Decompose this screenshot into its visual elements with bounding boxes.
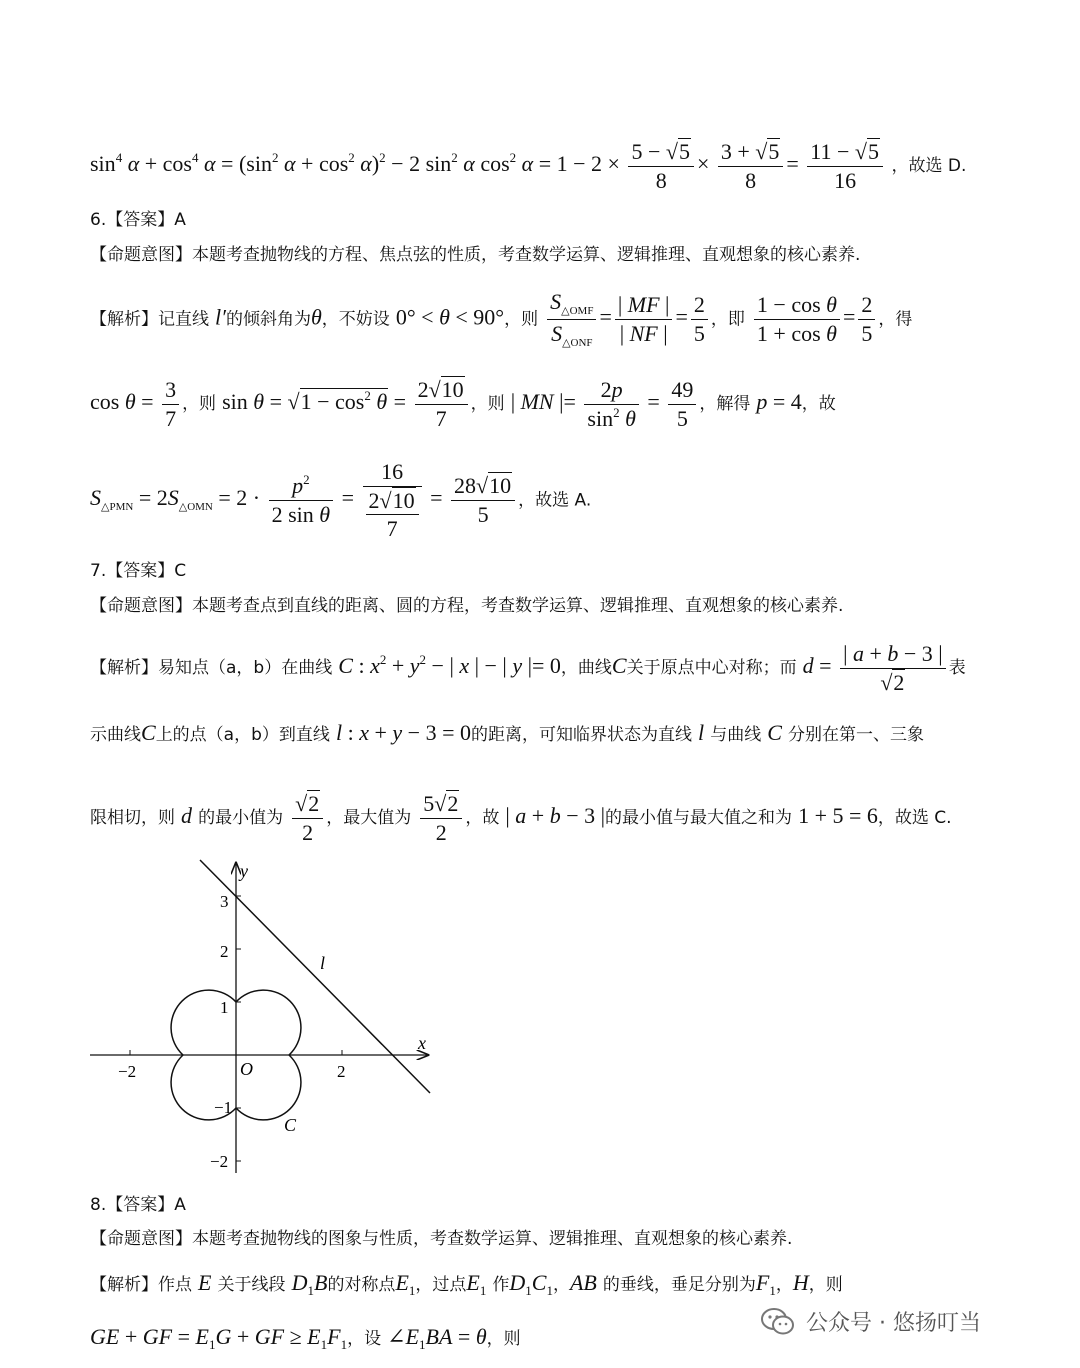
- q6-text: 记直线: [158, 309, 209, 330]
- q8-text: ，则: [808, 1275, 843, 1295]
- q8-header: 8.【答案】A: [90, 1195, 186, 1215]
- tick-label: −2: [210, 1152, 229, 1171]
- q8-text: ，: [552, 1275, 570, 1295]
- line-l-label: l: [320, 953, 326, 973]
- tick-label: 1: [220, 998, 229, 1017]
- q5-conclusion: ，故选 D.: [891, 156, 967, 177]
- q8-text: 的对称点: [327, 1275, 396, 1295]
- q6-analysis-line1: 【解析】记直线 l′的倾斜角为θ，不妨设 0° < θ < 90°，则 $\frac{S_{\triangle OMF}}{S_{\triangle ONF}}$ = $\frac{| MF |}{| NF |}$ = $\frac{2}{5}$ ，即 $\frac{\text{1 − cos θ}}{\text{1 + cos θ}}$ = $\frac{2}{5}$ ，得: [90, 289, 913, 349]
- q7-analysis-line3: 限相切，则 d 的最小值为 $\frac{√2}{2}$ ，最大值为 $\frac{5√2}{2}$ ，故 | a + b − 3 |的最小值与最大值之和为 1 + 5 = 6，故选 C.: [90, 791, 952, 845]
- q6-text: ，解得: [699, 394, 751, 415]
- tick-label: 2: [220, 942, 229, 961]
- q7-text: 关于原点中心对称；而: [626, 658, 797, 679]
- q7-text: 的最小值与最大值之和为: [605, 808, 793, 829]
- q7-analysis-line1: 【解析】易知点（a，b）在曲线 C : $x^2 + y^2$ − | x | − | y |= 0，曲线C关于原点中心对称；而 d = $\frac{| a + b - 3 |}{√2}$ 表: [90, 641, 966, 695]
- watermark: [760, 1306, 981, 1337]
- q6-analysis-line3: $S_{\triangle PMN} = 2S_{\triangle OMN} = 2$ · $\frac{p^2}{\text{2 sin θ}}$ = $\frac{16}{\frac{2√10}{7}}$ = $\frac{28√10}{5}$ ，故选 A.: [90, 459, 592, 541]
- q8-text: ，设: [347, 1329, 382, 1349]
- q7-text: ，最大值为: [326, 808, 412, 829]
- q6-text: ，则: [504, 309, 539, 330]
- q7-text: 与曲线: [710, 725, 762, 745]
- q7-text: ，故: [465, 808, 500, 829]
- q6-text: ，故: [801, 394, 836, 415]
- q7-text: 的最小值为: [198, 808, 284, 829]
- y-axis-label: y: [240, 861, 248, 881]
- q8-text: 作: [492, 1275, 510, 1295]
- wechat-icon: [760, 1307, 796, 1337]
- q7-text: 的距离，可知临界状态为直线: [470, 725, 692, 745]
- x-axis-label: x: [418, 1033, 426, 1053]
- q6-text: ，故选 A.: [518, 490, 592, 511]
- curve-c-label: C: [284, 1115, 297, 1135]
- q8-text: ，则: [486, 1329, 521, 1349]
- q6-text: 的倾斜角为: [225, 309, 311, 330]
- q6-text: ，则: [470, 394, 505, 415]
- q6-header: 6.【答案】A: [90, 210, 186, 230]
- q7-text: 上的点（a，b）到直线: [155, 725, 330, 745]
- q6-text: ，得: [878, 309, 913, 330]
- q6-intent: 【命题意图】本题考查抛物线的方程、焦点弦的性质，考查数学运算、逻辑推理、直观想象的核心素养.: [90, 245, 861, 265]
- curve-figure: [88, 855, 448, 1185]
- tick-label: −2: [118, 1062, 137, 1081]
- q7-text: 易知点（a，b）在曲线: [158, 658, 333, 679]
- analysis-label: 【解析】: [90, 309, 158, 330]
- q6-text: ，即: [710, 309, 745, 330]
- q7-text: 限相切，则: [90, 808, 175, 829]
- q6-analysis-line2: cos θ = $\frac{3}{7}$ ，则 $\sin \theta = √1 - \cos^2 \theta$ = $\frac{2√10}{7}$ ，则 | MN |= $\frac{2p}{\sin^2 \theta}$ = $\frac{49}{5}$ ，解得 p = 4，故: [90, 377, 836, 431]
- q7-intent: 【命题意图】本题考查点到直线的距离、圆的方程，考查数学运算、逻辑推理、直观想象的核心素养.: [90, 596, 844, 616]
- analysis-label: 【解析】: [90, 1275, 158, 1295]
- q8-analysis-line1: 【解析】作点 E 关于线段 $D_1B$的对称点$E_1$，过点$E_1$ 作$D_1C_1$，AB 的垂线，垂足分别为$F_1$，H，则: [90, 1270, 843, 1298]
- q8-text: 关于线段: [217, 1275, 286, 1295]
- q8-text: 作点: [158, 1275, 192, 1295]
- q6-text: ，则: [182, 394, 217, 415]
- q7-text: ，曲线: [560, 658, 612, 679]
- q7-text: ，故选 C.: [877, 808, 952, 829]
- tick-label: −1: [214, 1098, 233, 1117]
- q8-text: ，: [775, 1275, 793, 1295]
- q8-analysis-line2: GE + GF = $E_1G$ + GF ≥ $E_1F_1$，设 $\angle E_1BA = \theta$，则: [90, 1324, 521, 1352]
- tick-label: 3: [220, 892, 229, 911]
- analysis-label: 【解析】: [90, 658, 158, 679]
- watermark-text: 公众号 · 悠扬叮当: [806, 1311, 981, 1336]
- line-l: [200, 860, 430, 1093]
- q8-text: ，过点: [415, 1275, 467, 1295]
- q8-text: 的垂线，垂足分别为: [602, 1275, 756, 1295]
- q5-expression: $\sin^4 \alpha + \cos^4 \alpha = (\sin^2$ $\alpha + \cos^2 \alpha)^2 - 2$ $\sin^2 \alpha$ $\cos^2 \alpha = 1 - 2$ × $\frac{5 - √5}{8}$ × $\frac{3 + √5}{8}$ = $\frac{11 - √5}{16}$ ，故选 D.: [90, 139, 967, 193]
- q8-intent: 【命题意图】本题考查抛物线的图象与性质，考查数学运算、逻辑推理、直观想象的核心素养.: [90, 1229, 793, 1249]
- origin-label: O: [240, 1059, 253, 1079]
- q7-text: 示曲线: [90, 725, 141, 745]
- q7-analysis-line2: 示曲线C上的点（a，b）到直线 l : x + y − 3 = 0的距离，可知临界状态为直线 l 与曲线 C 分别在第一、三象: [90, 720, 924, 745]
- q6-text: ，不妨设: [321, 309, 390, 330]
- q7-text: 分别在第一、三象: [787, 725, 924, 745]
- q7-text: 表: [948, 658, 966, 679]
- q7-header: 7.【答案】C: [90, 561, 187, 581]
- tick-label: 2: [337, 1062, 346, 1081]
